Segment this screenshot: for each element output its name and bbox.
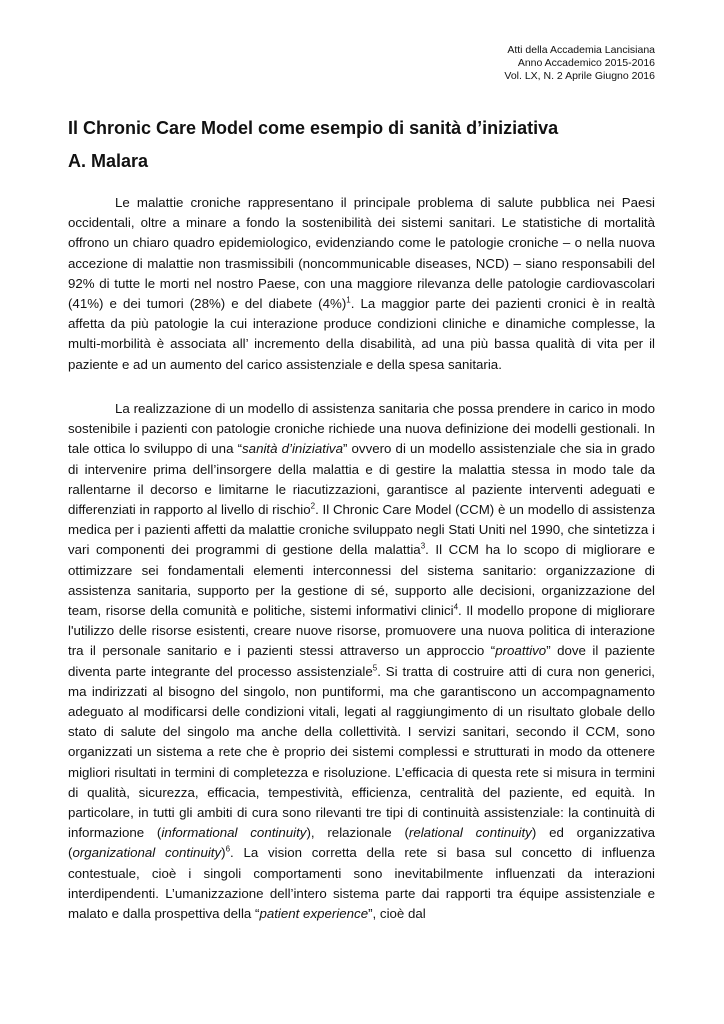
italic-term: patient experience bbox=[259, 906, 369, 922]
footnote-ref-5: 5 bbox=[372, 663, 378, 673]
text-run: . Il CCM ha lo scopo di migliorare e ottimizzare sei fondamentali elementi interconnessi del sistema sanitario: organizzazione di assistenza sanitaria, supporto per la gestione di sé, supporto alle decisioni, organizzazione del team, risorse della comunità e politiche, sistemi informativi clinici bbox=[68, 542, 656, 619]
journal-header bbox=[504, 44, 655, 83]
article-author: A. Malara bbox=[68, 151, 149, 171]
footnote-ref-1: 1 bbox=[346, 295, 351, 305]
text-run: . La maggior parte dei pazienti cronici è in realtà affetta da più patologie la cui interazione produce condizioni cliniche e dinamiche complesse, la multi-morbilità è associata all’ incremento della disabilità, ad una più bassa qualità di vita per il paziente e ad un aumento del carico assistenziale e della spesa sanitaria. bbox=[68, 296, 655, 372]
academic-year: Anno Accademico 2015-2016 bbox=[517, 57, 655, 69]
italic-term: relational continuity bbox=[408, 825, 532, 841]
italic-term: proattivo bbox=[495, 643, 547, 659]
text-run: ” ovvero di un modello assistenziale che sia in grado di intervenire prima dell’insorgere della malattia e di gestire la malattia stessa in modo tale da rallentarne il decorso e limitarne le riacutizzazioni, garantisce al paziente interventi adeguati e differenziati in rapporto al livello di rischio bbox=[68, 441, 656, 518]
text-run: Le malattie croniche rappresentano il principale problema di salute pubblica nei Paesi occidentali, oltre a minare a fondo la sostenibilità dei sistemi sanitari. Le statistiche di mortalità offrono un chiaro quadro epidemiologico, evidenziando come le patologie croniche – o nella nuova accezione di malattie non trasmissibili (noncommunicable diseases, NCD) – siano responsabili del 92% di tutte le morti nel nostro Paese, con una maggiore rilevanza delle patologie cardiovascolari (41%) e dei tumori (28%) e del diabete (4%) bbox=[68, 195, 655, 312]
footnote-ref-2: 2 bbox=[310, 501, 316, 511]
footnote-ref-4: 4 bbox=[453, 602, 459, 612]
text-run: . Si tratta di costruire atti di cura non generici, ma indirizzati al bisogno del singolo, non puntiformi, ma che garantiscono un accompagnamento adeguato al modificarsi delle condizioni vitali, legati al raggiungimento di un risultato globale dello stato di salute del singolo ma anche della collettività. I servizi sanitari, secondo il CCM, sono organizzati un sistema a rete che è proprio dei sistemi complessi e strutturati in modo da ottenere migliori risultati in termini di completezza e risoluzione. L’efficacia di questa rete si misura in termini di qualità, sicurezza, efficacia, tempestività, efficienza, centralità del paziente, ed equità. In particolare, in tutti gli ambiti di cura sono rilevanti tre tipi di continuità assistenziale: la continuità di informazione ( bbox=[68, 663, 655, 841]
italic-term: informational continuity bbox=[161, 825, 307, 841]
text-run: ) ed organizzativa ( bbox=[68, 825, 655, 861]
journal-name: Atti della Accademia Lancisiana bbox=[507, 44, 655, 56]
footnote-ref-3: 3 bbox=[420, 542, 426, 551]
text-run: ), relazionale ( bbox=[306, 825, 409, 841]
text-run: La realizzazione di un modello di assistenza sanitaria che possa prendere in carico in modo sostenibile i pazienti con patologie croniche richiede una nuova definizione dei modelli gestionali. In tale ottica lo sviluppo di una “ bbox=[68, 401, 655, 457]
text-run: ” dove il paziente diventa parte integrante del processo assistenziale bbox=[68, 643, 655, 679]
text-run: . La vision corretta della rete si basa sul concetto di influenza contestuale, cioè i singoli comportamenti sono inevitabilmente influenzati da interazioni interdipendenti. L’umanizzazione dell’intero sistema parte dai rapporti tra équipe assistenziale e malato e dalla prospettiva della “ bbox=[68, 845, 655, 922]
body-paragraph-2 bbox=[68, 399, 655, 924]
volume-issue: Vol. LX, N. 2 Aprile Giugno 2016 bbox=[504, 70, 655, 82]
italic-term: sanità d’iniziativa bbox=[242, 441, 343, 457]
italic-term: organizational continuity bbox=[72, 845, 222, 861]
footnote-ref-6: 6 bbox=[225, 845, 231, 855]
article-title: Il Chronic Care Model come esempio di sanità d’iniziativa bbox=[68, 118, 559, 138]
text-run: . Il Chronic Care Model (CCM) è un modello di assistenza medica per i pazienti affetti da malattie croniche sviluppato negli Stati Uniti nel 1990, che sintetizza i vari componenti dei programmi di gestione della malattia bbox=[68, 502, 655, 558]
text-run: ”, cioè dal bbox=[368, 906, 426, 922]
text-run: ) bbox=[221, 845, 226, 861]
text-run: . Il modello propone di migliorare l'utilizzo delle risorse esistenti, creare nuove risorse, promuovere una nuova politica di interazione tra il personale sanitario e i pazienti stessi attraverso un approccio “ bbox=[68, 603, 655, 659]
body-paragraph-1 bbox=[68, 193, 655, 375]
